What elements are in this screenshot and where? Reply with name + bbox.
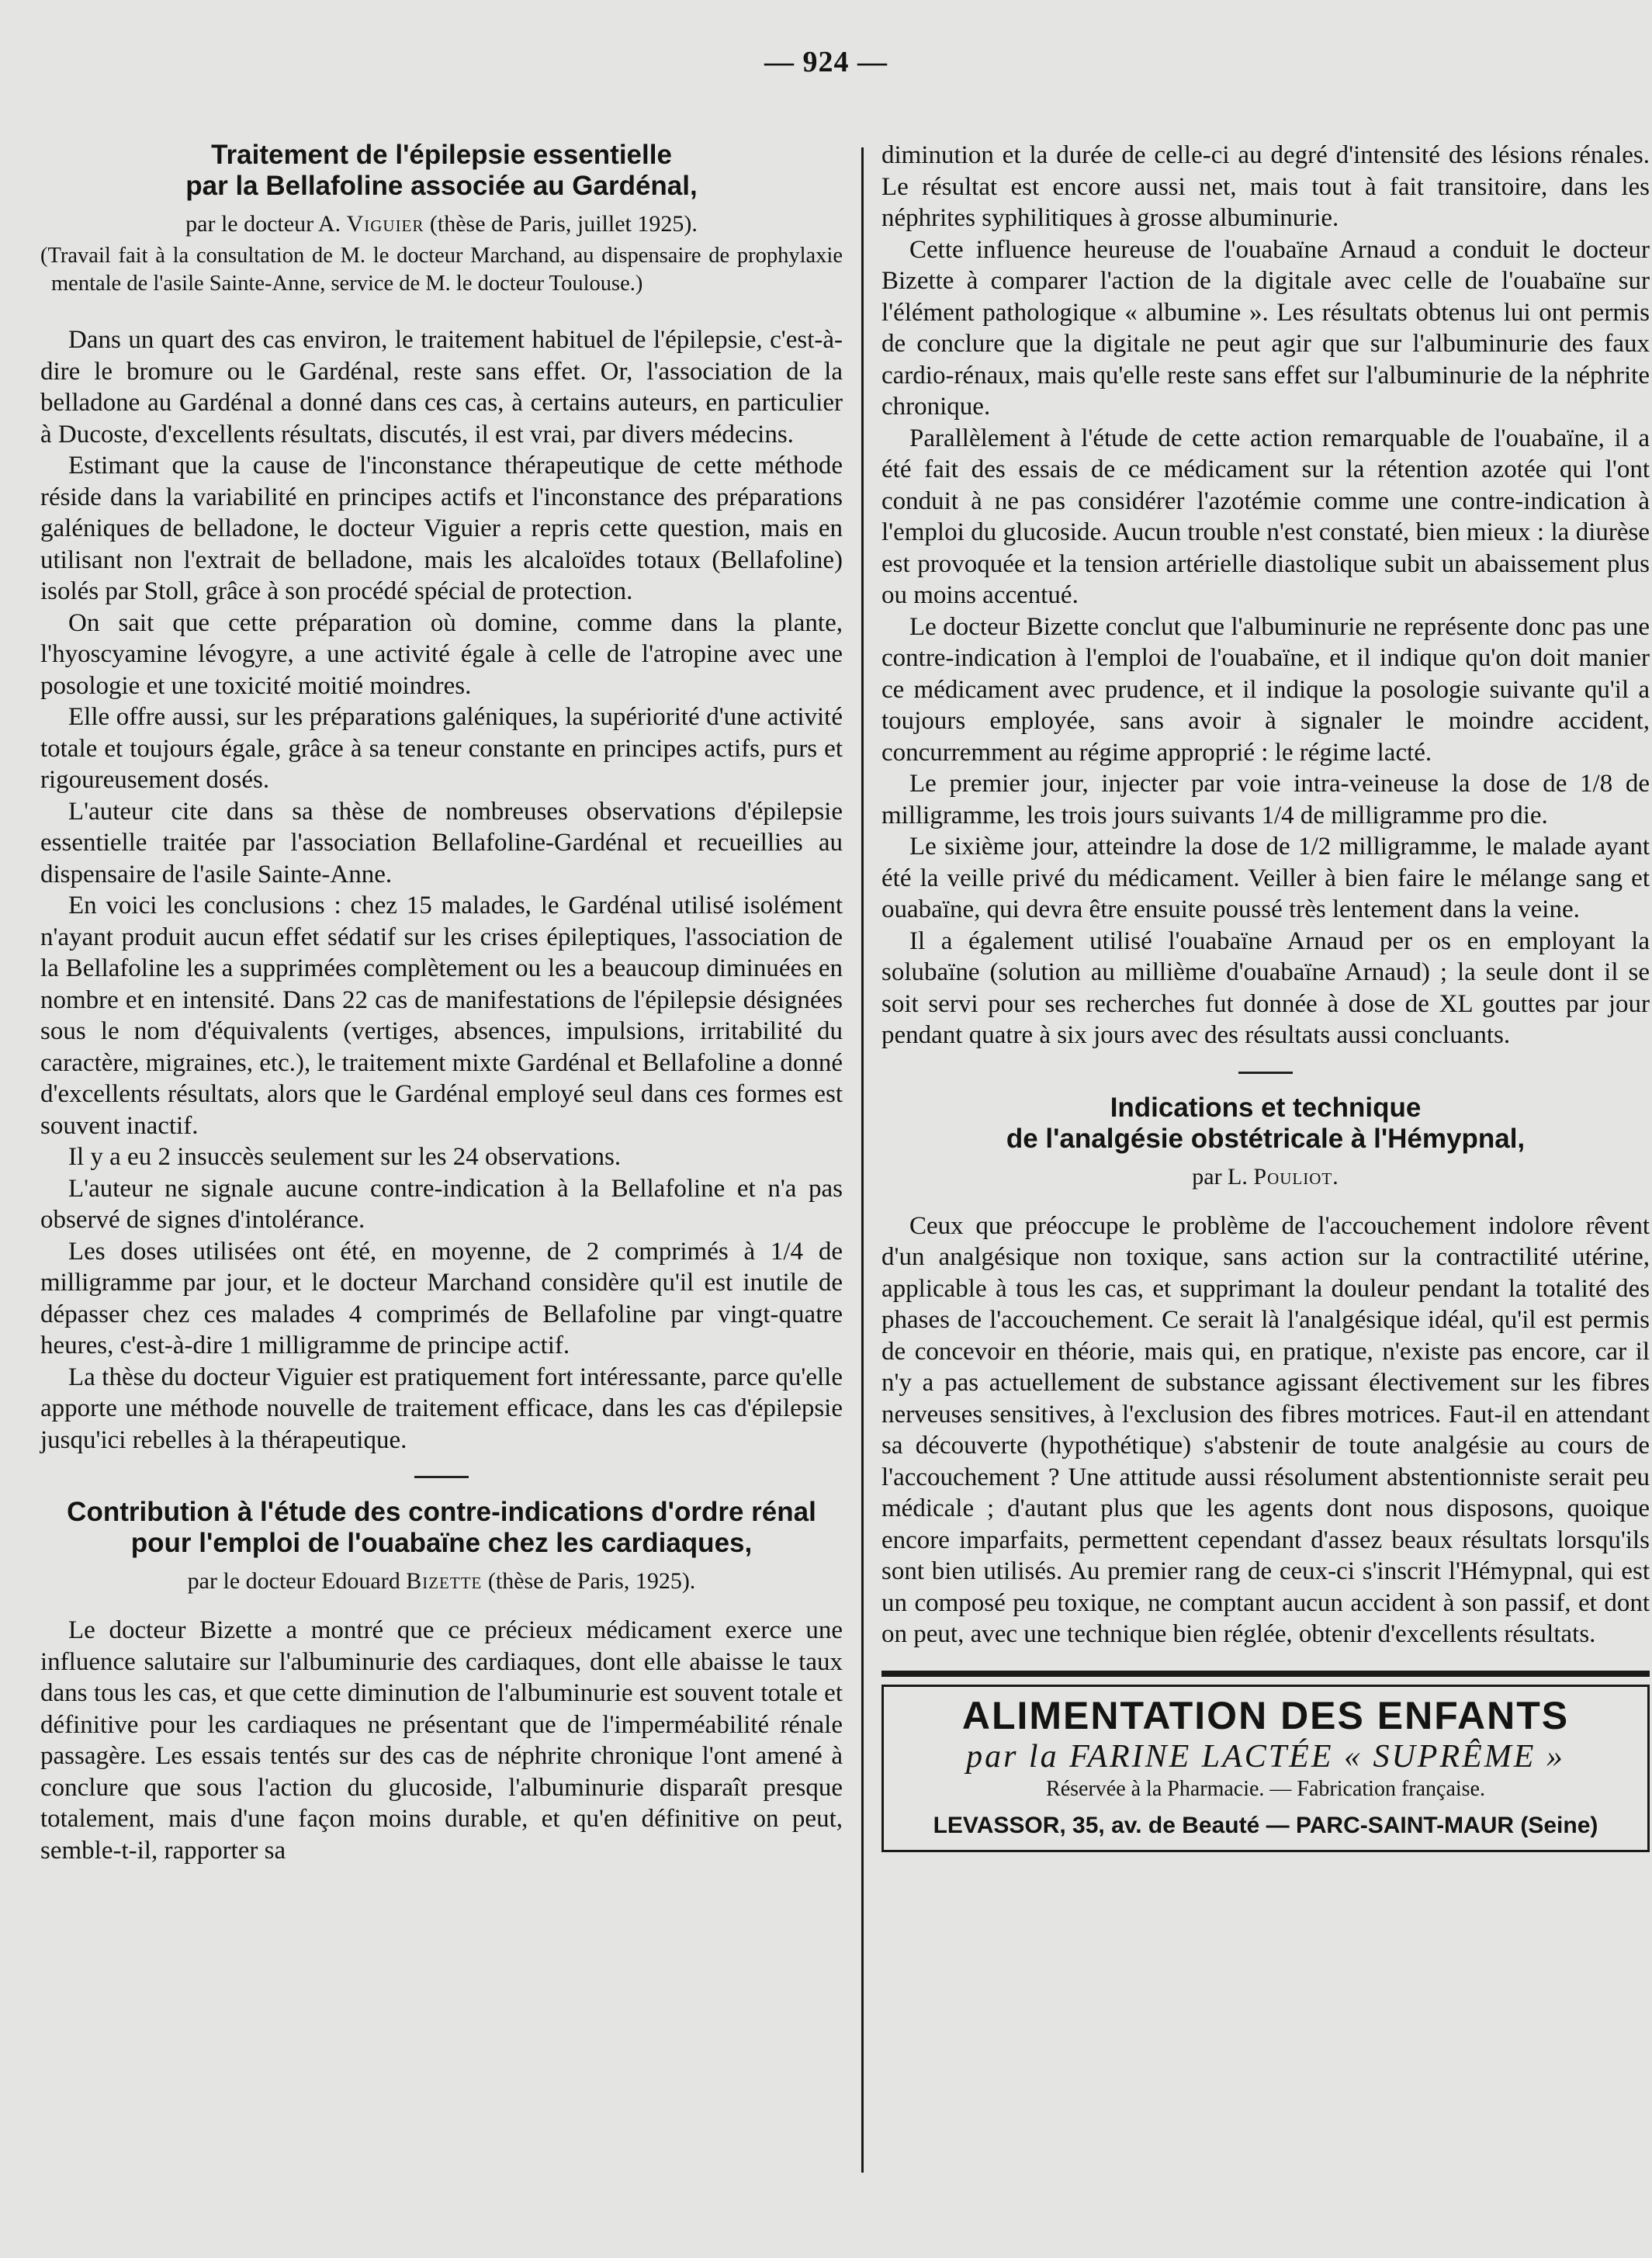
article-title [40,140,843,202]
paragraph: Le docteur Bizette a montré que ce précieux médicament exerce une influence salutaire sur l'albuminurie des cardiaques, dont elle abaisse le taux dans tous les cas, et que cette diminution de l'albuminurie est souvent totale et définitive pour les cardiaques ne présentant que de l'imperméabilité rénale passagère. Les essais tentés sur des cas de néphrite chronique l'ont amené à conclure que sous l'action du glucoside, l'albuminurie disparaît presque totalement, mais d'une façon moins durable, et qu'en définitive on peut, semble-t-il, rapporter sa [40,1616,843,1865]
article-byline [40,210,843,239]
byline-suffix: (thèse de Paris, juillet 1925). [429,211,698,237]
paragraph: Le docteur Bizette conclut que l'albuminurie ne représente donc pas une contre-indication à l'emploi de l'ouabaïne, et il indique qu'on doit manier ce médicament avec prudence, et il indique la posologie suivante qu'il a toujours employée, sans avoir à signaler le moindre accident, concurremment au régime approprié : le régime lacté. [881,612,1650,767]
byline-author: Pouliot. [1253,1163,1339,1190]
byline-prefix: par le docteur Edouard [187,1568,400,1594]
title-line-2: de l'analgésie obstétricale à l'Hémypnal, [1006,1123,1526,1154]
article-ouabaine [40,1497,843,1866]
paragraph: La thèse du docteur Viguier est pratiquement fort intéressante, parce qu'elle apporte une méthode nouvelle de traitement efficace, dans les cas d'épilepsie jusqu'ici rebelles à la thérapeutique. [40,1363,843,1454]
paragraph: L'auteur cite dans sa thèse de nombreuses observations d'épilepsie essentielle traitée par l'association Bellafoline-Gardénal et recueillies au dispensaire de l'asile Sainte-Anne. [40,797,843,888]
paragraph: En voici les conclusions : chez 15 malades, le Gardénal utilisé isolément n'ayant produit aucun effet sédatif sur les crises épileptiques, l'association de la Bellafoline les a supprimées complètement ou les a beaucoup diminuées en nombre et en intensité. Dans 22 cas de manifestations de l'épilepsie désignées sous le nom d'équivalents (vertiges, absences, impulsions, irritabilité du caractère, migraines, etc.), le traitement mixte Gardénal et Bellafoline a donné d'excellents résultats, alors que le Gardénal employé seul dans ces formes est souvent inactif. [40,892,843,1140]
byline-suffix: (thèse de Paris, 1925). [487,1568,696,1594]
section-separator [1238,1072,1293,1074]
byline-author: Viguier [346,211,424,237]
title-line-1: Traitement de l'épilepsie essentielle [211,140,672,170]
article-byline [881,1162,1650,1192]
article-note: (Travail fait à la consultation de M. le docteur Marchand, au dispensaire de prophylaxie mentale de l'asile Sainte-Anne, service de M. le docteur Toulouse.) [40,244,843,296]
byline-prefix: par L. [1192,1163,1248,1190]
paragraph: Elle offre aussi, sur les préparations galéniques, la supériorité d'une activité totale et toujours égale, grâce à sa teneur constante en principes actifs, purs et rigoureusement dosés. [40,703,843,794]
paragraph: L'auteur ne signale aucune contre-indication à la Bellafoline et n'a pas observé de signes d'intolérance. [40,1174,843,1234]
byline-prefix: par le docteur A. [185,211,341,237]
left-column [40,140,843,1866]
paragraph: Ceux que préoccupe le problème de l'accouchement indolore rêvent d'un analgésique non toxique, sans action sur la contractilité utérine, applicable à tous les cas, et supprimant la douleur pendant la totalité des phases de l'accouchement. Ce serait là l'analgésique idéal, qu'il est permis de concevoir en théorie, mais qui, en pratique, n'existe pas encore, car il n'y a pas actuellement de substance agissant électivement sur les fibres nerveuses sensitives, à l'exclusion des fibres motrices. Faut-il en attendant sa découverte (hypothétique) s'abstenir de toute analgésie au cours de l'accouchement ? Une attitude aussi résolument abstentionniste serait peu médicale ; d'autant plus que les agents dont nous disposons, quoique encore imparfaits, permettent cependant d'assez beaux résultats lorsqu'ils sont bien utilisés. Au premier rang de ceux-ci s'inscrit l'Hémypnal, qui est un composé peu toxique, ne comptant aucun accident à son passif, et dont on peut, avec une technique bien réglée, obtenir d'excellents résultats. [881,1211,1650,1648]
article-hemypnal [881,1093,1650,1650]
advertisement [881,1671,1650,1852]
article-title [881,1093,1650,1155]
article-title: Contribution à l'étude des contre-indications d'ordre rénal pour l'emploi de l'ouabaïne chez les cardiaques, [67,1497,816,1558]
column-divider [861,147,864,2173]
title-line-1: Indications et technique [1110,1092,1422,1123]
paragraph: Le sixième jour, atteindre la dose de 1/2 milligramme, le malade ayant été la veille privé du médicament. Veiller à bien faire le mélange sang et ouabaïne, qui devra être ensuite poussé très lentement dans la veine. [881,833,1650,923]
page-number: — 924 — [764,46,888,78]
paragraph: Dans un quart des cas environ, le traitement habituel de l'épilepsie, c'est-à-dire le bromure ou le Gardénal, reste sans effet. Or, l'association de la belladone au Gardénal a donné dans ces cas, à certains auteurs, en particulier à Ducoste, d'excellents résultats, discutés, il est vrai, par divers médecins. [40,326,843,448]
paragraph: Parallèlement à l'étude de cette action remarquable de l'ouabaïne, il a été fait des essais de ce médicament sur la rétention azotée qui l'ont conduit à ne pas considérer l'azotémie comme une contre-indication à l'emploi du glucoside. Aucun trouble n'est constaté, bien mieux : la diurèse est provoquée et la tension artérielle diastolique subit un abaissement plus ou moins accentué. [881,424,1650,609]
paragraph: Les doses utilisées ont été, en moyenne, de 2 comprimés à 1/4 de milligramme par jour, et le docteur Marchand considère qu'il est inutile de dépasser chez ces malades 4 comprimés de Bellafoline par vingt-quatre heures, c'est-à-dire 1 milligramme de principe actif. [40,1237,843,1359]
paragraph: Il a également utilisé l'ouabaïne Arnaud per os en employant la solubaïne (solution au millième d'ouabaïne Arnaud) ; la seule dont il se soit servi pour ses recherches fut donnée à dose de XL gouttes par jour pendant quatre à six jours avec des résultats aussi concluants. [881,926,1650,1049]
paragraph: Le premier jour, injecter par voie intra-veineuse la dose de 1/8 de milligramme, les trois jours suivants 1/4 de milligramme pro die. [881,770,1650,829]
paragraph: Cette influence heureuse de l'ouabaïne Arnaud a conduit le docteur Bizette à comparer l'action de la digitale avec celle de l'ouabaïne sur l'élément pathologique « albumine ». Les résultats obtenus lui ont permis de conclure que la digitale ne peut agir que sur l'albuminurie des faux cardio-rénaux, mais qu'elle reste sans effet sur l'albuminurie de la néphrite chronique. [881,235,1650,421]
ad-title: ALIMENTATION DES ENFANTS [961,1693,1570,1737]
article-byline [40,1567,843,1596]
article-epilepsie [40,140,843,1456]
advertisement-box [881,1685,1650,1852]
paragraph: Estimant que la cause de l'inconstance thérapeutique de cette méthode réside dans la variabilité en principes actifs et l'inconstance des préparations galéniques de belladone, le docteur Viguier a repris cette question, mais en utilisant non l'extrait de belladone, mais les alcaloïdes totaux (Bellafoline) isolés par Stoll, grâce à son procédé spécial de protection. [40,452,843,605]
paragraph: On sait que cette préparation où domine, comme dans la plante, l'hyoscyamine lévogyre, a une activité égale à celle de l'atropine avec une posologie et une toxicité moitié moindres. [40,608,843,700]
byline-author: Bizette [406,1568,483,1594]
title-line-2: par la Bellafoline associée au Gardénal, [185,171,698,201]
paragraph: Il y a eu 2 insuccès seulement sur les 24 observations. [68,1143,622,1171]
section-separator [414,1476,469,1478]
right-column [881,140,1650,1852]
article-ouabaine-continued [881,140,1650,1051]
ad-footer: LEVASSOR, 35, av. de Beauté — PARC-SAINT-MAUR (Seine) [933,1812,1598,1838]
ad-subtitle: par la FARINE LACTÉE « SUPRÊME » [966,1738,1565,1775]
ad-note: Réservée à la Pharmacie. — Fabrication française. [1046,1776,1485,1801]
paragraph: diminution et la durée de celle-ci au degré d'intensité des lésions rénales. Le résultat est encore aussi net, mais tout à fait transitoire, dans les néphrites syphilitiques à grosse albuminurie. [881,141,1650,232]
